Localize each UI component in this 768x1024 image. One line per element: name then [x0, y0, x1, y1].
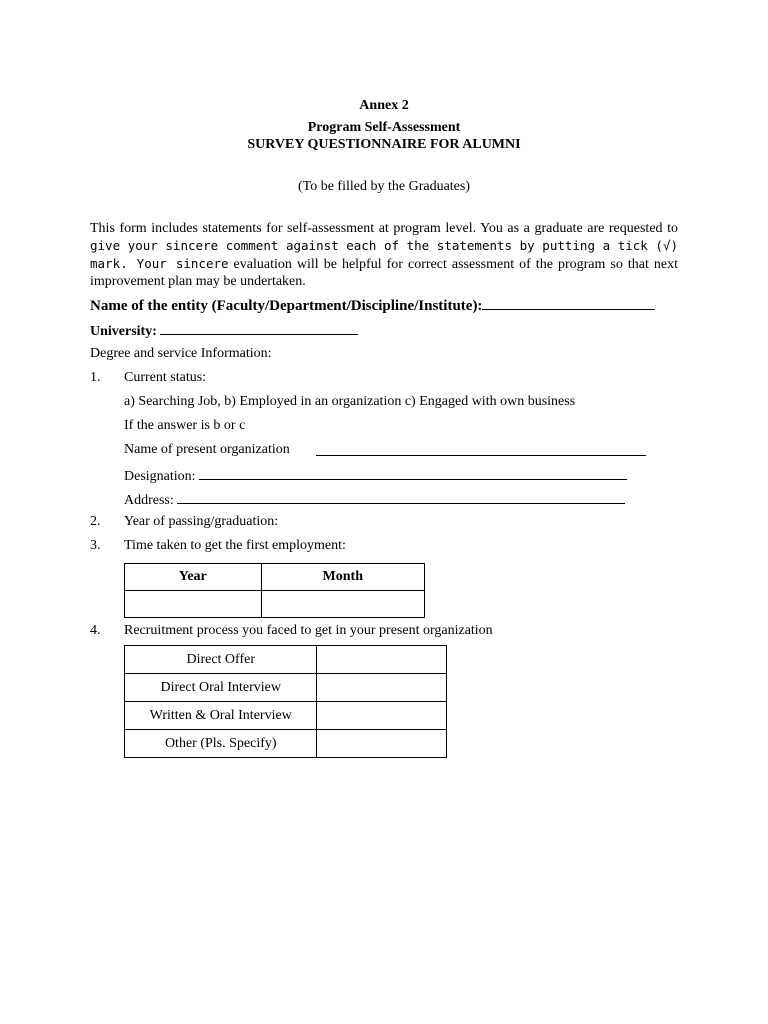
organization-input[interactable]: [316, 442, 646, 456]
university-label: University:: [90, 324, 157, 339]
q2-label: Year of passing/graduation:: [124, 514, 279, 529]
recruitment-option-checkbox[interactable]: [317, 702, 447, 730]
recruitment-option-label: Direct Offer: [125, 646, 317, 674]
q2-number: 2.: [90, 514, 101, 529]
intro-text-1: This form includes statements for self-assessment at program level. You as a graduate are requested to: [90, 221, 678, 236]
recruitment-option-checkbox[interactable]: [317, 730, 447, 758]
designation-field: [124, 466, 627, 485]
address-label: Address:: [124, 493, 174, 508]
recruitment-option-label: Direct Oral Interview: [125, 674, 317, 702]
organization-label: Name of present organization: [124, 442, 290, 457]
intro-paragraph: [90, 220, 678, 290]
intro-text-2: give your sincere comment against each of the statements by putting a tick (√) mark. Your sincere: [90, 238, 678, 271]
recruitment-option-checkbox[interactable]: [317, 674, 447, 702]
address-input[interactable]: [177, 490, 625, 504]
survey-subtitle: (To be filled by the Graduates): [297, 179, 470, 194]
employment-time-table: [124, 563, 425, 618]
entity-label: Name of the entity (Faculty/Department/Discipline/Institute):: [90, 298, 483, 314]
degree-info-heading: Degree and service Information:: [90, 346, 272, 361]
annex-label: Annex 2: [359, 98, 409, 113]
designation-input[interactable]: [199, 466, 627, 480]
designation-label: Designation:: [124, 469, 196, 484]
program-title: Program Self-Assessment: [307, 120, 461, 135]
recruitment-process-table: [124, 645, 447, 758]
recruitment-option-checkbox[interactable]: [317, 646, 447, 674]
entity-input[interactable]: [482, 296, 655, 310]
q1-condition: If the answer is b or c: [124, 418, 246, 433]
q1-number: 1.: [90, 370, 101, 385]
recruitment-option-label: Written & Oral Interview: [125, 702, 317, 730]
q4-label: Recruitment process you faced to get in your present organization: [124, 623, 493, 638]
q4-number: 4.: [90, 623, 101, 638]
intro-text-3: evaluation will be helpful for correct assessment of the program so that next improvement plan may be undertaken.: [90, 257, 679, 289]
entity-field: [90, 296, 655, 315]
q1-label: Current status:: [124, 370, 207, 385]
organization-field: [124, 442, 290, 458]
month-input-cell[interactable]: [261, 591, 424, 618]
month-column-header: Month: [261, 564, 424, 591]
year-input-cell[interactable]: [125, 591, 262, 618]
q1-options: a) Searching Job, b) Employed in an organization c) Engaged with own business: [124, 394, 576, 409]
survey-title: SURVEY QUESTIONNAIRE FOR ALUMNI: [247, 137, 521, 152]
university-input[interactable]: [160, 321, 358, 335]
recruitment-option-label: Other (Pls. Specify): [125, 730, 317, 758]
q3-label: Time taken to get the first employment:: [124, 538, 346, 553]
q3-number: 3.: [90, 538, 101, 553]
address-field: [124, 490, 625, 509]
year-column-header: Year: [125, 564, 262, 591]
university-field: [90, 321, 358, 340]
